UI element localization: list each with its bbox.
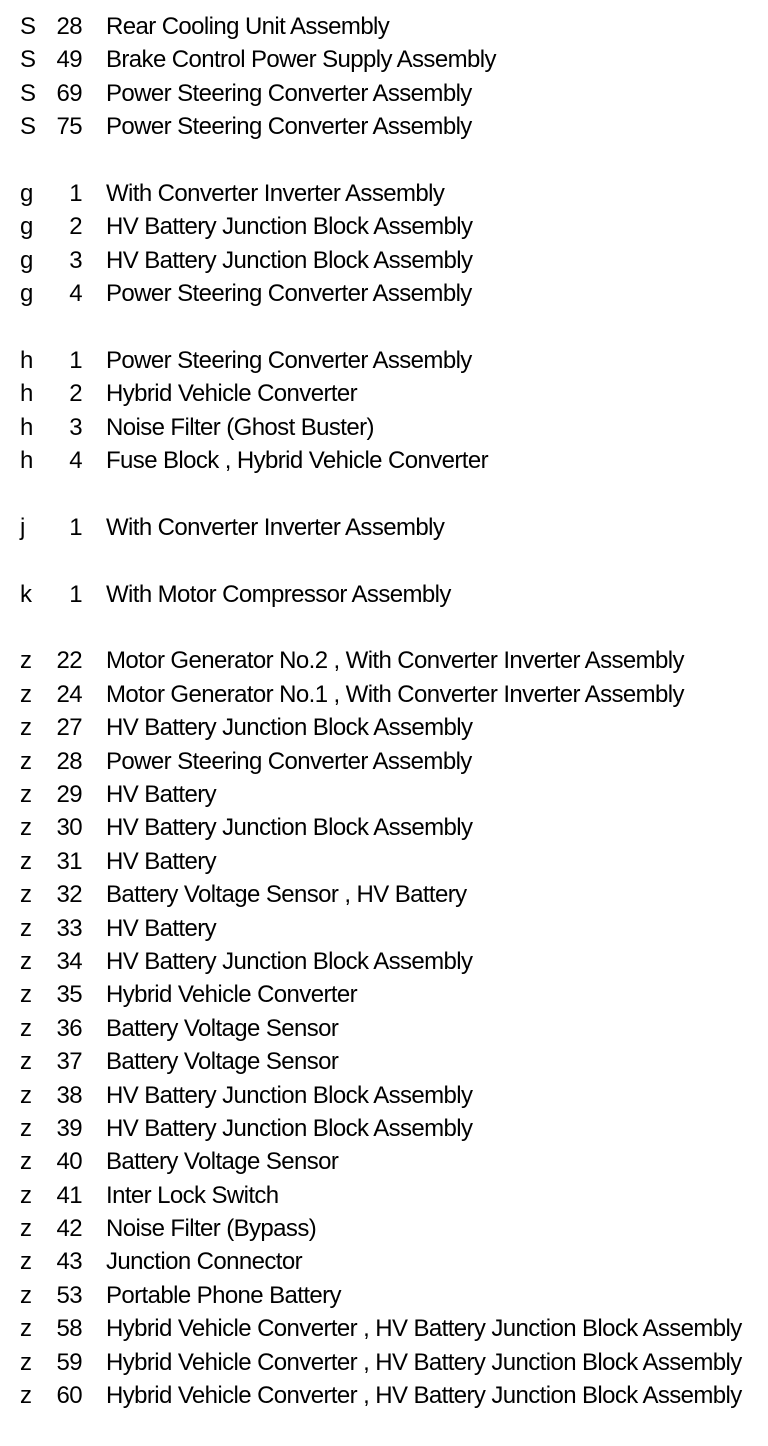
connector-row (0, 77, 768, 110)
connector-description: Noise Filter (Bypass) (106, 1215, 317, 1243)
connector-description: Noise Filter (Ghost Buster) (106, 413, 374, 441)
connector-description: Power Steering Converter Assembly (106, 280, 472, 308)
connector-group (0, 177, 768, 311)
connector-description: Power Steering Converter Assembly (106, 747, 472, 775)
connector-row (0, 1112, 768, 1145)
connector-group (0, 344, 768, 478)
connector-description: HV Battery Junction Block Assembly (106, 714, 473, 742)
connector-row (0, 1245, 768, 1278)
connector-number: 58 (56, 1315, 82, 1343)
connector-number: 3 (69, 246, 82, 274)
connector-description: Rear Cooling Unit Assembly (106, 13, 390, 40)
connector-row (0, 411, 768, 444)
connector-description: Battery Voltage Sensor (106, 1148, 339, 1176)
connector-row (0, 1145, 768, 1178)
connector-row (0, 244, 768, 277)
connector-code: z (20, 1048, 32, 1076)
connector-code: z (20, 780, 32, 808)
connector-group (0, 511, 768, 544)
connector-number: 36 (56, 1014, 82, 1042)
connector-number: 24 (56, 680, 82, 708)
connector-description: Motor Generator No.2 , With Converter Inverter Assembly (106, 647, 684, 675)
connector-description: Hybrid Vehicle Converter , HV Battery Junction Block Assembly (106, 1382, 742, 1410)
connector-number: 40 (56, 1148, 82, 1176)
connector-row (0, 1212, 768, 1245)
connector-description: Battery Voltage Sensor (106, 1048, 339, 1076)
connector-row (0, 912, 768, 945)
connector-description: Power Steering Converter Assembly (106, 113, 472, 141)
connector-description: Hybrid Vehicle Converter (106, 981, 358, 1009)
connector-row (0, 177, 768, 210)
connector-number: 49 (56, 46, 82, 74)
connector-description: Fuse Block , Hybrid Vehicle Converter (106, 447, 488, 475)
connector-code: h (20, 380, 33, 408)
connector-code: S (20, 113, 36, 141)
connector-row (0, 1346, 768, 1379)
connector-row (0, 978, 768, 1011)
connector-code: h (20, 447, 33, 475)
connector-description: HV Battery (106, 780, 217, 808)
connector-description: Hybrid Vehicle Converter (106, 380, 358, 408)
connector-code: z (20, 680, 32, 708)
connector-description: HV Battery (106, 847, 217, 875)
connector-row (0, 511, 768, 544)
connector-number: 28 (56, 747, 82, 775)
connector-number: 31 (56, 847, 82, 875)
connector-number: 32 (56, 881, 82, 909)
connector-row (0, 1379, 768, 1412)
connector-description: Hybrid Vehicle Converter , HV Battery Junction Block Assembly (106, 1348, 742, 1376)
connector-number: 1 (69, 179, 82, 207)
connector-code: g (20, 246, 33, 274)
connector-row (0, 878, 768, 911)
connector-number: 30 (56, 814, 82, 842)
connector-code: z (20, 1382, 32, 1410)
connector-group (0, 578, 768, 611)
connector-description: Junction Connector (106, 1248, 302, 1276)
connector-description: HV Battery Junction Block Assembly (106, 213, 473, 241)
connector-row (0, 344, 768, 377)
connector-number: 34 (56, 947, 82, 975)
connector-row (0, 277, 768, 310)
connector-row (0, 711, 768, 744)
connector-description: Hybrid Vehicle Converter , HV Battery Junction Block Assembly (106, 1315, 742, 1343)
connector-row (0, 1079, 768, 1112)
connector-number: 27 (56, 714, 82, 742)
connector-number: 38 (56, 1081, 82, 1109)
connector-number: 4 (69, 447, 82, 475)
connector-row (0, 210, 768, 243)
connector-row (0, 811, 768, 844)
connector-code: z (20, 647, 32, 675)
connector-code: z (20, 1215, 32, 1243)
connector-code: z (20, 747, 32, 775)
connector-code: z (20, 881, 32, 909)
connector-number: 2 (69, 213, 82, 241)
connector-number: 2 (69, 380, 82, 408)
connector-row (0, 845, 768, 878)
connector-number: 53 (56, 1281, 82, 1309)
connector-code: z (20, 847, 32, 875)
connector-row (0, 945, 768, 978)
connector-code: z (20, 1014, 32, 1042)
connector-row (0, 43, 768, 76)
connector-code: S (20, 46, 36, 74)
connector-row (0, 778, 768, 811)
connector-row (0, 1279, 768, 1312)
connector-code: g (20, 213, 33, 241)
connector-code: g (20, 280, 33, 308)
connector-number: 41 (56, 1181, 82, 1209)
connector-number: 60 (56, 1382, 82, 1410)
connector-row (0, 578, 768, 611)
connector-code: j (20, 513, 25, 541)
connector-code: z (20, 1281, 32, 1309)
connector-description: Battery Voltage Sensor , HV Battery (106, 881, 467, 909)
connector-row (0, 678, 768, 711)
connector-number: 29 (56, 780, 82, 808)
connector-description: Battery Voltage Sensor (106, 1014, 339, 1042)
connector-description: Power Steering Converter Assembly (106, 346, 472, 374)
connector-number: 59 (56, 1348, 82, 1376)
connector-row (0, 1012, 768, 1045)
connector-number: 4 (69, 280, 82, 308)
connector-row (0, 444, 768, 477)
connector-code: z (20, 714, 32, 742)
connector-number: 28 (56, 13, 82, 40)
connector-code: z (20, 1181, 32, 1209)
connector-code: h (20, 346, 33, 374)
connector-code: h (20, 413, 33, 441)
connector-code: z (20, 1248, 32, 1276)
connector-group (0, 644, 768, 1412)
connector-code: z (20, 1114, 32, 1142)
connector-description: With Motor Compressor Assembly (106, 580, 451, 608)
connector-description: HV Battery Junction Block Assembly (106, 1081, 473, 1109)
connector-code: z (20, 914, 32, 942)
connector-group (0, 10, 768, 144)
connector-row (0, 1312, 768, 1345)
connector-code: S (20, 13, 36, 40)
connector-number: 33 (56, 914, 82, 942)
connector-code: z (20, 947, 32, 975)
connector-code: z (20, 1348, 32, 1376)
connector-code: z (20, 1315, 32, 1343)
connector-number: 43 (56, 1248, 82, 1276)
connector-description: Inter Lock Switch (106, 1181, 279, 1209)
connector-description: Portable Phone Battery (106, 1281, 341, 1309)
connector-row (0, 110, 768, 143)
connector-code: g (20, 179, 33, 207)
connector-list (0, 10, 768, 1446)
connector-description: HV Battery Junction Block Assembly (106, 246, 473, 274)
connector-code: S (20, 79, 36, 107)
connector-code: z (20, 814, 32, 842)
connector-row (0, 644, 768, 677)
connector-description: With Converter Inverter Assembly (106, 179, 445, 207)
connector-row (0, 10, 768, 43)
connector-row (0, 377, 768, 410)
connector-number: 1 (69, 346, 82, 374)
connector-code: z (20, 981, 32, 1009)
connector-description: Power Steering Converter Assembly (106, 79, 472, 107)
connector-number: 69 (56, 79, 82, 107)
connector-row (0, 1045, 768, 1078)
connector-number: 1 (69, 513, 82, 541)
connector-code: k (20, 580, 32, 608)
connector-number: 22 (56, 647, 82, 675)
connector-number: 75 (56, 113, 82, 141)
connector-description: HV Battery Junction Block Assembly (106, 947, 473, 975)
connector-number: 1 (69, 580, 82, 608)
connector-number: 39 (56, 1114, 82, 1142)
connector-description: HV Battery (106, 914, 217, 942)
connector-description: HV Battery Junction Block Assembly (106, 1114, 473, 1142)
connector-description: Motor Generator No.1 , With Converter Inverter Assembly (106, 680, 684, 708)
connector-description: With Converter Inverter Assembly (106, 513, 445, 541)
connector-number: 42 (56, 1215, 82, 1243)
connector-number: 35 (56, 981, 82, 1009)
connector-number: 3 (69, 413, 82, 441)
connector-description: Brake Control Power Supply Assembly (106, 46, 496, 74)
connector-code: z (20, 1148, 32, 1176)
connector-code: z (20, 1081, 32, 1109)
connector-row (0, 1179, 768, 1212)
connector-number: 37 (56, 1048, 82, 1076)
connector-row (0, 745, 768, 778)
connector-description: HV Battery Junction Block Assembly (106, 814, 473, 842)
